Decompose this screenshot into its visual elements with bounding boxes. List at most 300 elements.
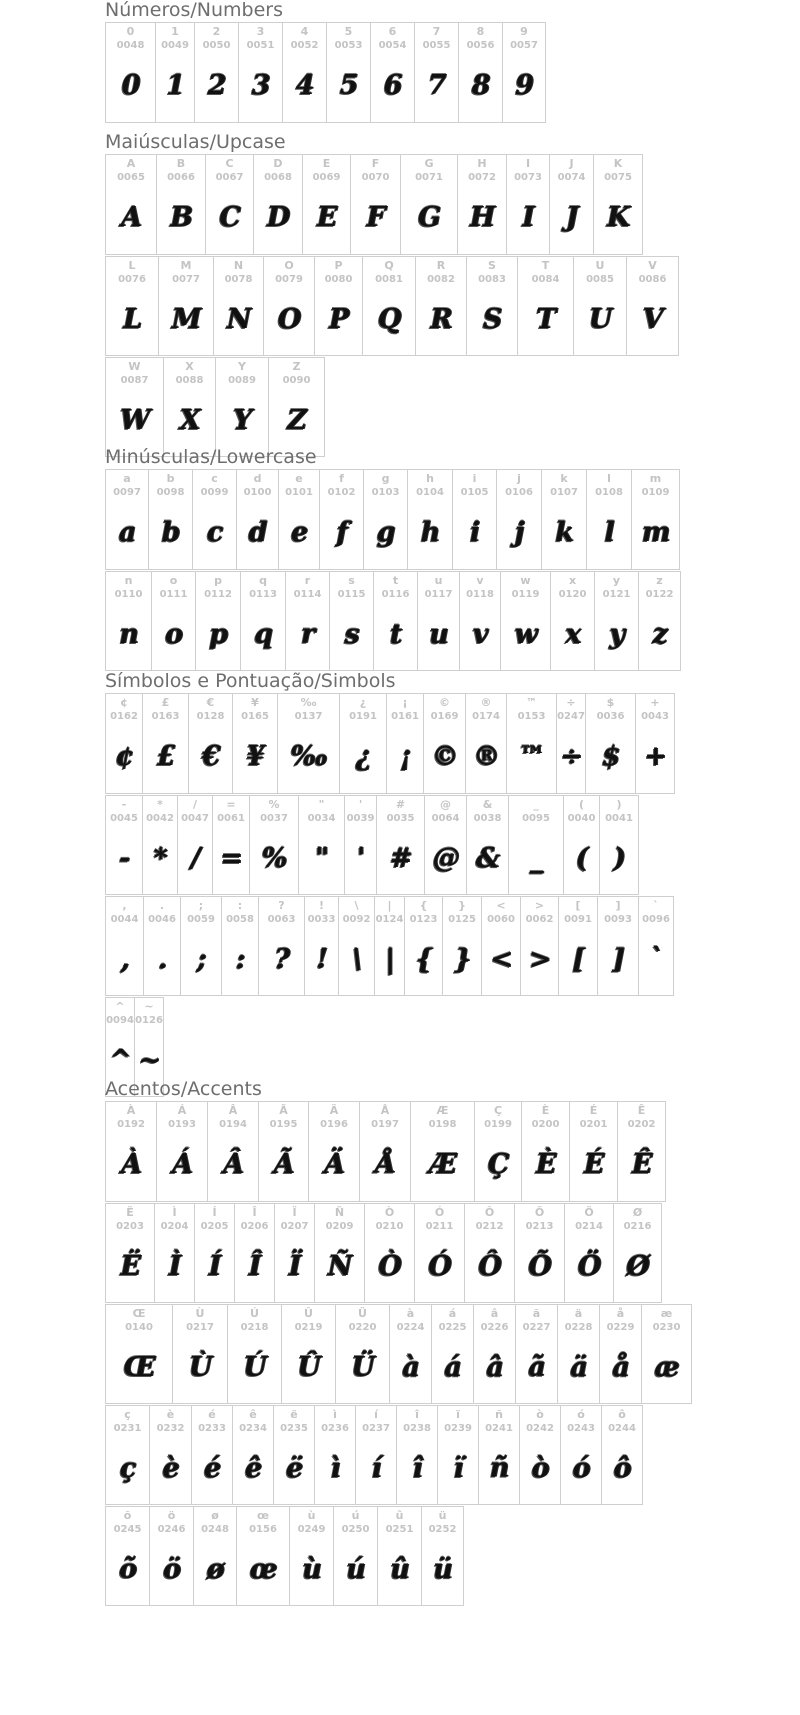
glyph-code-label: 0076 <box>118 274 146 285</box>
glyph-sample: ù <box>302 1554 321 1585</box>
glyph-char-label: m <box>649 472 662 485</box>
glyph-sample: ' <box>356 843 365 874</box>
glyph-sample: P <box>328 304 349 335</box>
glyph-char-label: ¡ <box>402 696 408 709</box>
glyph-char-label: é <box>208 1408 216 1421</box>
glyph-sample: E <box>316 202 337 233</box>
glyph-sample: _ <box>529 843 543 874</box>
glyph-sample: ™ <box>518 741 545 772</box>
glyph-code-label: 0248 <box>201 1524 229 1535</box>
glyph-sample: m <box>641 517 670 548</box>
glyph-cell <box>283 23 327 123</box>
glyph-char-label: ä <box>574 1307 583 1320</box>
glyph-char-label: ™ <box>526 696 537 709</box>
glyph-code-label: 0118 <box>466 589 494 600</box>
glyph-code-label: 0169 <box>430 711 459 722</box>
section-title: Acentos/Accents <box>105 1078 262 1100</box>
glyph-sample: È <box>535 1149 556 1180</box>
glyph-code-label: 0042 <box>146 813 174 824</box>
glyph-char-label: ø <box>211 1509 219 1522</box>
glyph-sample: t <box>389 619 402 650</box>
glyph-sample: / <box>190 843 200 874</box>
glyph-code-label: 0086 <box>638 274 667 285</box>
glyph-char-label: ì <box>333 1408 337 1421</box>
glyph-char-label: Í <box>212 1206 217 1219</box>
glyph-cell <box>299 795 345 895</box>
glyph-char-label: Æ <box>436 1104 449 1117</box>
glyph-sample: â <box>486 1352 503 1383</box>
glyph-cell <box>422 1506 464 1606</box>
glyph-sample: Y <box>232 405 252 436</box>
glyph-sample: ) <box>613 843 625 874</box>
glyph-sample: y <box>609 619 624 650</box>
glyph-char-label: ¿ <box>359 696 367 709</box>
glyph-sample: a <box>118 517 136 548</box>
glyph-code-label: 0123 <box>409 914 438 925</box>
glyph-row <box>105 154 643 255</box>
glyph-code-label: 0062 <box>525 914 554 925</box>
glyph-char-label: ö <box>167 1509 176 1522</box>
glyph-cell <box>106 23 156 123</box>
glyph-cell <box>233 1405 274 1505</box>
glyph-char-label: # <box>395 798 406 811</box>
glyph-code-label: 0174 <box>472 711 500 722</box>
glyph-code-label: 0117 <box>424 589 453 600</box>
glyph-char-label: ¢ <box>120 696 128 709</box>
glyph-char-label: Ú <box>250 1307 259 1320</box>
glyph-char-label: Ï <box>292 1206 297 1219</box>
glyph-sample: À <box>121 1149 141 1180</box>
glyph-char-label: a <box>123 472 131 485</box>
glyph-code-label: 0193 <box>168 1119 196 1130</box>
glyph-char-label: Ì <box>172 1206 177 1219</box>
glyph-sample: Q <box>377 304 401 335</box>
glyph-cell <box>156 23 195 123</box>
glyph-sample: í <box>371 1453 381 1484</box>
glyph-char-label: b <box>166 472 175 485</box>
glyph-row <box>105 795 639 895</box>
glyph-sample: 4 <box>295 70 314 101</box>
glyph-cell <box>275 1203 315 1303</box>
glyph-sample: 2 <box>207 70 226 101</box>
glyph-sample: ï <box>453 1453 463 1484</box>
glyph-char-label: á <box>448 1307 457 1320</box>
glyph-cell <box>149 470 193 570</box>
glyph-char-label: I <box>525 157 531 170</box>
glyph-char-label: à <box>406 1307 415 1320</box>
glyph-code-label: 0156 <box>249 1524 277 1535</box>
glyph-code-label: 0045 <box>110 813 138 824</box>
glyph-char-label: Å <box>380 1104 390 1117</box>
glyph-char-label: ò <box>536 1408 544 1421</box>
glyph-code-label: 0230 <box>652 1322 681 1333</box>
glyph-code-label: 0098 <box>156 487 185 498</box>
glyph-cell <box>503 23 546 123</box>
glyph-sample: W <box>119 405 150 436</box>
glyph-sample: B <box>170 202 192 233</box>
glyph-cell <box>106 256 159 356</box>
glyph-code-label: 0055 <box>422 40 451 51</box>
glyph-char-label: 5 <box>344 25 353 38</box>
glyph-cell <box>241 571 286 671</box>
section-title: Símbolos e Pontuação/Simbols <box>105 670 396 692</box>
glyph-code-label: 0105 <box>460 487 489 498</box>
glyph-char-label: , <box>122 899 127 912</box>
glyph-code-label: 0058 <box>226 914 254 925</box>
glyph-cell <box>507 155 550 255</box>
glyph-cell <box>466 694 507 794</box>
glyph-code-label: 0250 <box>341 1524 370 1535</box>
glyph-sample: Ä <box>324 1149 344 1180</box>
glyph-char-label: ~ <box>144 1000 154 1013</box>
glyph-code-label: 0246 <box>157 1524 186 1535</box>
glyph-sample: ® <box>473 741 499 772</box>
glyph-row <box>105 571 681 671</box>
glyph-char-label: â <box>490 1307 499 1320</box>
glyph-sample: > <box>528 944 551 975</box>
glyph-code-label: 0097 <box>113 487 141 498</box>
glyph-section <box>105 1079 692 1606</box>
glyph-code-label: 0243 <box>567 1423 595 1434</box>
glyph-sample: Ü <box>351 1352 374 1383</box>
glyph-code-label: 0200 <box>531 1119 560 1130</box>
glyph-code-label: 0251 <box>385 1524 414 1535</box>
glyph-char-label: ó <box>577 1408 585 1421</box>
glyph-sample: T <box>535 304 556 335</box>
glyph-cell <box>371 23 415 123</box>
glyph-char-label: ë <box>290 1408 298 1421</box>
glyph-cell <box>415 1203 465 1303</box>
glyph-code-label: 0059 <box>187 914 215 925</box>
glyph-sample: = <box>220 843 242 874</box>
glyph-char-label: % <box>268 798 280 811</box>
glyph-sample: Ç <box>487 1149 509 1180</box>
glyph-code-label: 0212 <box>475 1221 504 1232</box>
glyph-char-label: ; <box>198 899 204 912</box>
glyph-cell <box>416 256 467 356</box>
glyph-grid <box>105 1099 692 1606</box>
glyph-sample: ~ <box>138 1045 160 1076</box>
glyph-char-label: Z <box>292 360 301 373</box>
glyph-cell <box>415 23 459 123</box>
glyph-cell <box>482 896 521 996</box>
glyph-char-label: 8 <box>476 25 485 38</box>
glyph-char-label: < <box>496 899 506 912</box>
glyph-sample: C <box>219 202 240 233</box>
glyph-sample: - <box>118 843 130 874</box>
glyph-sample: g <box>376 517 395 548</box>
glyph-char-label: È <box>541 1104 550 1117</box>
glyph-char-label: ü <box>438 1509 447 1522</box>
glyph-char-label: + <box>650 696 660 709</box>
glyph-code-label: 0033 <box>307 914 336 925</box>
glyph-char-label: B <box>176 157 186 170</box>
glyph-code-label: 0244 <box>608 1423 636 1434</box>
glyph-char-label: 3 <box>256 25 265 38</box>
glyph-sample: & <box>475 843 500 874</box>
glyph-sample: 1 <box>166 70 184 101</box>
glyph-sample: ó <box>572 1453 590 1484</box>
glyph-sample: ? <box>274 944 289 975</box>
glyph-cell <box>278 694 340 794</box>
glyph-char-label: Ô <box>484 1206 495 1219</box>
glyph-code-label: 0052 <box>290 40 319 51</box>
glyph-cell <box>269 357 325 457</box>
glyph-cell <box>408 470 453 570</box>
glyph-sample: Ì <box>168 1251 181 1282</box>
glyph-sample: Ù <box>188 1352 212 1383</box>
glyph-sample: $ <box>601 741 620 772</box>
glyph-sample: M <box>171 304 201 335</box>
glyph-code-label: 0125 <box>448 914 476 925</box>
glyph-code-label: 0077 <box>172 274 200 285</box>
glyph-code-label: 0067 <box>215 172 244 183</box>
glyph-cell <box>339 896 375 996</box>
glyph-cell <box>557 694 586 794</box>
glyph-cell <box>315 256 363 356</box>
glyph-code-label: 0236 <box>321 1423 349 1434</box>
glyph-cell <box>239 23 283 123</box>
glyph-sample: # <box>389 843 412 874</box>
glyph-sample: z <box>652 619 667 650</box>
glyph-sample: Á <box>172 1149 192 1180</box>
glyph-sample: D <box>266 202 290 233</box>
glyph-sample: o <box>164 619 182 650</box>
glyph-cell <box>595 571 639 671</box>
glyph-code-label: 0066 <box>167 172 195 183</box>
glyph-sample: < <box>490 944 512 975</box>
glyph-sample: H <box>469 202 495 233</box>
glyph-char-label: Q <box>384 259 394 272</box>
glyph-sample: ø <box>206 1554 224 1585</box>
glyph-cell <box>143 694 189 794</box>
glyph-cell <box>164 357 216 457</box>
glyph-char-label: Ó <box>434 1206 445 1219</box>
glyph-code-label: 0070 <box>361 172 390 183</box>
glyph-code-label: 0087 <box>120 375 149 386</box>
glyph-char-label: ù <box>307 1509 316 1522</box>
glyph-char-label: É <box>589 1104 598 1117</box>
glyph-code-label: 0227 <box>522 1322 551 1333</box>
glyph-row <box>105 469 680 570</box>
section-title: Números/Numbers <box>105 0 283 21</box>
glyph-sample: J <box>565 202 578 233</box>
glyph-char-label: X <box>185 360 194 373</box>
glyph-sample: d <box>248 517 267 548</box>
glyph-cell <box>106 1203 155 1303</box>
glyph-cell <box>411 1102 475 1202</box>
glyph-code-label: 0083 <box>478 274 506 285</box>
glyph-cell <box>561 1405 602 1505</box>
glyph-row <box>105 693 675 794</box>
glyph-sample: ! <box>316 944 327 975</box>
glyph-char-label: U <box>595 259 605 272</box>
glyph-code-label: 0100 <box>243 487 272 498</box>
glyph-code-label: 0106 <box>505 487 533 498</box>
glyph-char-label: T <box>541 259 550 272</box>
glyph-sample: Å <box>375 1149 395 1180</box>
glyph-char-label: e <box>295 472 303 485</box>
glyph-cell <box>387 694 424 794</box>
glyph-char-label: K <box>613 157 623 170</box>
glyph-cell <box>178 795 213 895</box>
glyph-sample: v <box>472 619 488 650</box>
glyph-cell <box>274 1405 315 1505</box>
glyph-cell <box>303 155 351 255</box>
glyph-code-label: 0050 <box>202 40 231 51</box>
glyph-sample: } <box>453 944 471 975</box>
glyph-cell <box>378 1506 422 1606</box>
glyph-sample: ¡ <box>399 741 411 772</box>
glyph-cell <box>558 1304 600 1404</box>
glyph-char-label: 9 <box>520 25 528 38</box>
glyph-cell <box>157 155 206 255</box>
glyph-sample: @ <box>432 843 459 874</box>
glyph-cell <box>150 1506 194 1606</box>
glyph-sample: 0 <box>121 70 140 101</box>
glyph-code-label: 0101 <box>285 487 313 498</box>
glyph-cell <box>106 470 149 570</box>
glyph-sample: i <box>469 517 480 548</box>
glyph-char-label: G <box>424 157 434 170</box>
glyph-sample: Î <box>248 1251 261 1282</box>
glyph-char-label: q <box>259 574 267 587</box>
glyph-char-label: õ <box>123 1509 132 1522</box>
glyph-code-label: 0041 <box>605 813 633 824</box>
glyph-code-label: 0109 <box>641 487 670 498</box>
glyph-cell <box>636 694 675 794</box>
glyph-char-label: @ <box>440 798 451 811</box>
glyph-cell <box>522 1102 570 1202</box>
glyph-cell <box>195 23 239 123</box>
glyph-sample: Ø <box>626 1251 649 1282</box>
glyph-cell <box>290 1506 334 1606</box>
glyph-char-label: f <box>339 472 344 485</box>
glyph-code-label: 0199 <box>484 1119 512 1130</box>
glyph-sample: á <box>444 1352 461 1383</box>
glyph-code-label: 0128 <box>196 711 225 722</box>
glyph-sample: 9 <box>515 70 533 101</box>
glyph-sample: q <box>254 619 272 650</box>
glyph-code-label: 0197 <box>371 1119 399 1130</box>
glyph-code-label: 0091 <box>564 914 592 925</box>
glyph-code-label: 0140 <box>125 1322 153 1333</box>
glyph-char-label: g <box>381 472 390 485</box>
glyph-section <box>105 447 681 671</box>
glyph-char-label: û <box>395 1509 404 1522</box>
glyph-sample: Í <box>208 1251 221 1282</box>
glyph-cell <box>405 896 443 996</box>
glyph-char-label: S <box>488 259 496 272</box>
glyph-code-label: 0104 <box>416 487 444 498</box>
glyph-code-label: 0233 <box>198 1423 226 1434</box>
glyph-code-label: 0038 <box>473 813 502 824</box>
glyph-code-label: 0115 <box>337 589 366 600</box>
glyph-cell <box>627 256 679 356</box>
glyph-sample: ] <box>612 944 624 975</box>
glyph-cell <box>618 1102 666 1202</box>
glyph-char-label: z <box>656 574 663 587</box>
glyph-cell <box>520 1405 561 1505</box>
glyph-cell <box>189 694 233 794</box>
glyph-code-label: 0207 <box>280 1221 309 1232</box>
glyph-cell <box>106 1304 173 1404</box>
glyph-code-label: 0153 <box>517 711 546 722</box>
glyph-cell <box>330 571 374 671</box>
glyph-char-label: 2 <box>212 25 221 38</box>
glyph-char-label: ‰ <box>300 696 317 709</box>
glyph-cell <box>642 1304 692 1404</box>
glyph-sample: î <box>412 1453 422 1484</box>
glyph-cell <box>106 1506 150 1606</box>
glyph-code-label: 0163 <box>151 711 180 722</box>
glyph-cell <box>507 694 557 794</box>
glyph-char-label: " <box>318 798 325 811</box>
glyph-sample: Æ <box>429 1149 456 1180</box>
glyph-code-label: 0242 <box>526 1423 554 1434</box>
glyph-cell <box>497 470 542 570</box>
glyph-cell <box>521 896 559 996</box>
glyph-row <box>105 357 325 457</box>
glyph-row <box>105 1506 464 1606</box>
glyph-char-label: { <box>419 899 428 912</box>
glyph-char-label: j <box>517 472 521 485</box>
glyph-cell <box>216 357 269 457</box>
glyph-sample: [ <box>572 944 584 975</box>
glyph-code-label: 0209 <box>325 1221 354 1232</box>
glyph-code-label: 0205 <box>200 1221 229 1232</box>
glyph-cell <box>286 571 330 671</box>
glyph-cell <box>334 1506 378 1606</box>
glyph-cell <box>360 1102 411 1202</box>
glyph-sample: O <box>277 304 301 335</box>
glyph-section <box>105 0 546 123</box>
glyph-cell <box>213 795 250 895</box>
glyph-code-label: 0092 <box>342 914 371 925</box>
glyph-cell <box>390 1304 432 1404</box>
glyph-code-label: 0057 <box>510 40 538 51</box>
glyph-sample: Ê <box>631 1149 652 1180</box>
glyph-char-label: å <box>616 1307 625 1320</box>
glyph-code-label: 0219 <box>294 1322 323 1333</box>
glyph-cell <box>587 470 632 570</box>
glyph-code-label: 0051 <box>246 40 275 51</box>
glyph-cell <box>467 795 509 895</box>
glyph-code-label: 0056 <box>466 40 495 51</box>
glyph-cell <box>639 896 674 996</box>
glyph-code-label: 0228 <box>564 1322 593 1333</box>
glyph-cell <box>214 256 264 356</box>
glyph-cell <box>363 256 416 356</box>
glyph-cell <box>157 1102 208 1202</box>
glyph-cell <box>509 795 564 895</box>
glyph-cell <box>106 357 164 457</box>
glyph-char-label: / <box>192 798 198 811</box>
glyph-sample: c <box>206 517 223 548</box>
glyph-char-label: F <box>371 157 380 170</box>
glyph-code-label: 0218 <box>240 1322 269 1333</box>
glyph-sample: ñ <box>489 1453 509 1484</box>
glyph-code-label: 0088 <box>175 375 204 386</box>
glyph-code-label: 0231 <box>113 1423 142 1434</box>
glyph-char-label: * <box>157 798 163 811</box>
glyph-code-label: 0119 <box>511 589 540 600</box>
glyph-char-label: ¥ <box>251 696 259 709</box>
glyph-sample: Ã <box>273 1149 294 1180</box>
glyph-char-label: Ò <box>384 1206 395 1219</box>
glyph-cell <box>501 571 551 671</box>
glyph-sample: . <box>157 944 167 975</box>
